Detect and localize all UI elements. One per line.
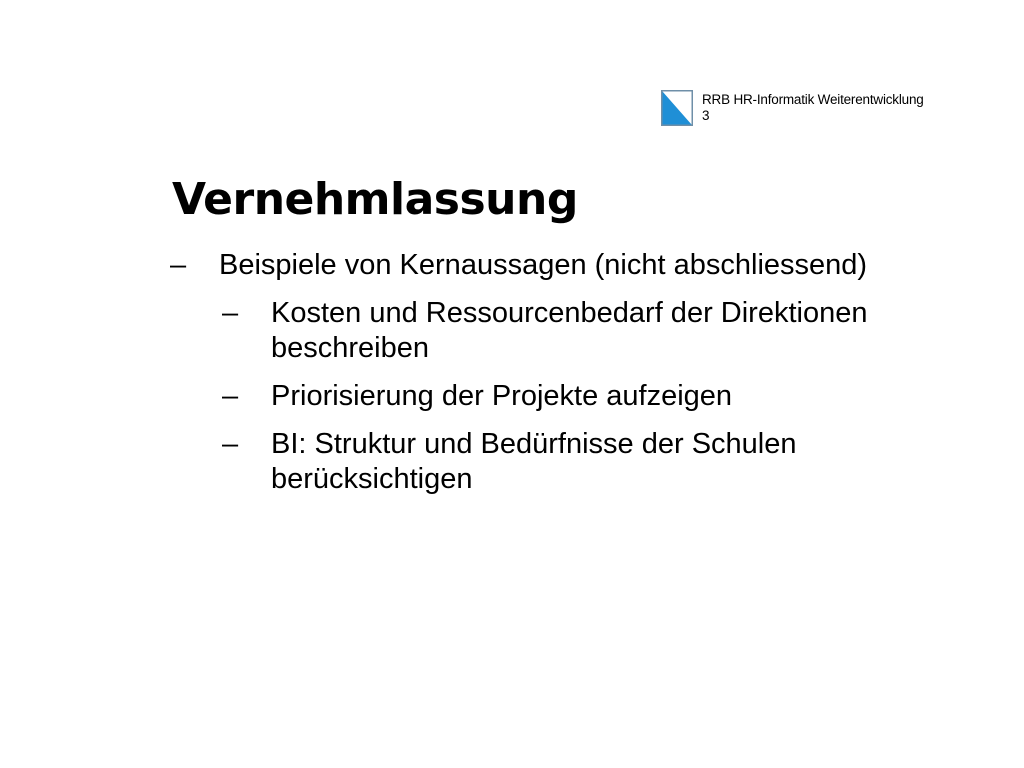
bullet-text: BI: Struktur und Bedürfnisse der Schulen berücksichtigen xyxy=(271,428,797,495)
page-number: 3 xyxy=(702,108,710,123)
bullet-dash: – xyxy=(222,380,239,412)
bullet-list xyxy=(170,248,930,510)
slide-title: Vernehmlassung xyxy=(172,174,578,225)
bullet-item xyxy=(170,379,930,414)
bullet-dash: – xyxy=(222,297,239,329)
canton-zurich-logo-icon xyxy=(661,90,693,126)
bullet-text: Kosten und Ressourcenbedarf der Direktionen beschreiben xyxy=(271,297,868,364)
bullet-text: Beispiele von Kernaussagen (nicht abschliessend) xyxy=(219,249,868,281)
header-text xyxy=(702,92,924,124)
bullet-dash: – xyxy=(222,428,239,460)
bullet-item xyxy=(170,248,930,283)
bullet-item xyxy=(170,427,930,497)
slide-header xyxy=(661,90,924,126)
bullet-text: Priorisierung der Projekte aufzeigen xyxy=(271,380,733,412)
presentation-title: RRB HR-Informatik Weiterentwicklung xyxy=(702,92,924,107)
bullet-dash: – xyxy=(170,249,187,281)
bullet-item xyxy=(170,296,930,366)
